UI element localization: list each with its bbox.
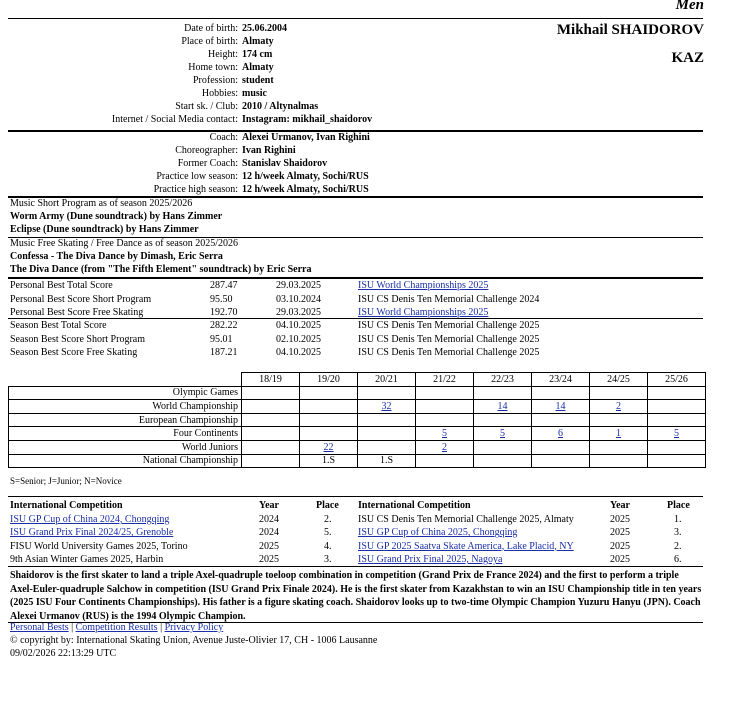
placement-cell bbox=[532, 400, 590, 414]
placement-cell bbox=[358, 413, 416, 427]
info-value: student bbox=[242, 75, 274, 86]
placement-cell bbox=[474, 454, 532, 468]
score-value: 95.50 bbox=[210, 293, 233, 305]
score-date: 29.03.2025 bbox=[276, 280, 321, 291]
competition-place: 2. bbox=[674, 540, 682, 552]
music-free-item: The Diva Dance (from "The Fifth Element" soundtrack) by Eric Serra bbox=[10, 264, 312, 275]
competition-year: 2025 bbox=[259, 540, 279, 552]
year-header: Year bbox=[259, 500, 279, 511]
top-rule bbox=[8, 18, 703, 19]
championship-row bbox=[9, 427, 706, 441]
category-label: Men bbox=[675, 0, 704, 13]
championship-row bbox=[9, 454, 706, 468]
season-header: 19/20 bbox=[300, 373, 358, 387]
competition-header: International Competition bbox=[10, 500, 123, 511]
championship-row bbox=[9, 413, 706, 427]
section-rule bbox=[8, 496, 703, 497]
music-short-item: Worm Army (Dune soundtrack) by Hans Zimmer bbox=[10, 211, 223, 222]
competition-name: 9th Asian Winter Games 2025, Harbin bbox=[10, 553, 164, 565]
music-short-item: Eclipse (Dune soundtrack) by Hans Zimmer bbox=[10, 224, 199, 235]
placement-cell bbox=[242, 400, 300, 414]
placement-cell bbox=[474, 400, 532, 414]
placement-value[interactable]: 2 bbox=[616, 400, 621, 412]
placement-value[interactable]: 14 bbox=[497, 400, 508, 412]
placement-value[interactable]: 32 bbox=[381, 400, 392, 412]
info-value: 25.06.2004 bbox=[242, 23, 287, 34]
competition-year: 2025 bbox=[610, 514, 630, 525]
info-row bbox=[0, 88, 267, 100]
info-label: Coach: bbox=[209, 132, 238, 143]
competition-place: 5. bbox=[324, 527, 332, 539]
info-label: Hobbies: bbox=[201, 88, 238, 99]
score-date: 03.10.2024 bbox=[276, 293, 321, 305]
info-label: Practice low season: bbox=[156, 171, 238, 182]
footer-links bbox=[10, 622, 223, 633]
placement-value[interactable]: 6 bbox=[558, 428, 563, 440]
info-value: Almaty bbox=[242, 36, 274, 47]
info-label: Height: bbox=[208, 49, 238, 60]
placement-value[interactable]: 5 bbox=[442, 428, 447, 440]
score-event: ISU CS Denis Ten Memorial Challenge 2024 bbox=[358, 293, 540, 305]
score-date: 02.10.2025 bbox=[276, 333, 321, 345]
section-rule bbox=[8, 566, 703, 567]
info-row bbox=[0, 171, 369, 183]
placement-cell bbox=[416, 427, 474, 441]
placement-cell bbox=[590, 400, 648, 414]
info-value: 12 h/week Almaty, Sochi/RUS bbox=[242, 171, 369, 182]
placement-value: 1.S bbox=[321, 455, 336, 467]
competition-place: 6. bbox=[674, 553, 682, 565]
season-header: 25/26 bbox=[648, 373, 706, 387]
copyright: © copyright by: International Skating Union, Avenue Juste-Olivier 17, CH - 1006 Lausanne bbox=[10, 635, 378, 646]
personal-bests-link[interactable]: Personal Bests bbox=[10, 622, 69, 633]
competition-place: 3. bbox=[324, 553, 332, 565]
info-label: Place of birth: bbox=[181, 36, 238, 47]
info-row bbox=[0, 49, 273, 61]
placement-value[interactable]: 22 bbox=[323, 441, 334, 453]
info-value: Instagram: mikhail_shaidorov bbox=[242, 114, 373, 125]
championship-label: Olympic Games bbox=[9, 386, 242, 400]
competition-year: 2025 bbox=[610, 553, 630, 565]
music-free-heading: Music Free Skating / Free Dance as of season 2025/2026 bbox=[10, 238, 239, 249]
placement-cell bbox=[590, 454, 648, 468]
info-row bbox=[0, 158, 328, 170]
music-short-heading: Music Short Program as of season 2025/2026 bbox=[10, 198, 193, 209]
info-row bbox=[0, 114, 373, 126]
championship-label: Four Continents bbox=[9, 427, 242, 441]
competition-year: 2024 bbox=[259, 527, 279, 539]
score-date: 04.10.2025 bbox=[276, 320, 321, 331]
placement-cell bbox=[474, 413, 532, 427]
info-row bbox=[0, 184, 369, 196]
placement-cell bbox=[648, 400, 706, 414]
info-value: Alexei Urmanov, Ivan Righini bbox=[242, 132, 370, 143]
score-event: ISU CS Denis Ten Memorial Challenge 2025 bbox=[358, 333, 540, 345]
placement-cell bbox=[242, 413, 300, 427]
placement-cell bbox=[416, 413, 474, 427]
info-label: Home town: bbox=[188, 62, 238, 73]
score-label: Personal Best Score Short Program bbox=[10, 293, 152, 305]
competition-name[interactable]: ISU Grand Prix Final 2024/25, Grenoble bbox=[10, 527, 174, 539]
placement-cell bbox=[474, 386, 532, 400]
season-header: 24/25 bbox=[590, 373, 648, 387]
placement-cell bbox=[358, 400, 416, 414]
score-value: 282.22 bbox=[210, 320, 238, 331]
placement-cell bbox=[416, 454, 474, 468]
score-label: Season Best Score Short Program bbox=[10, 333, 145, 345]
info-row bbox=[0, 101, 319, 113]
competition-place: 1. bbox=[674, 514, 682, 525]
season-header: 23/24 bbox=[532, 373, 590, 387]
link-separator: | bbox=[160, 622, 163, 633]
info-value: Almaty bbox=[242, 62, 274, 73]
competition-year: 2025 bbox=[610, 540, 630, 552]
placement-cell bbox=[300, 400, 358, 414]
season-header-row bbox=[9, 373, 706, 387]
placement-cell bbox=[300, 386, 358, 400]
competition-year: 2025 bbox=[259, 553, 279, 565]
placement-value[interactable]: 14 bbox=[555, 400, 566, 412]
year-header: Year bbox=[610, 500, 630, 511]
placement-cell bbox=[300, 454, 358, 468]
championship-label: National Championship bbox=[9, 454, 242, 468]
placement-cell bbox=[242, 386, 300, 400]
score-label: Season Best Total Score bbox=[10, 320, 107, 331]
competition-name[interactable]: ISU GP Cup of China 2025, Chongqing bbox=[358, 527, 518, 539]
placement-cell bbox=[300, 413, 358, 427]
table-corner bbox=[9, 373, 242, 387]
placement-value[interactable]: 1 bbox=[616, 428, 621, 440]
competition-header: International Competition bbox=[358, 500, 471, 511]
info-value: music bbox=[242, 88, 267, 99]
placement-cell bbox=[648, 440, 706, 454]
info-row bbox=[0, 62, 274, 74]
placement-cell bbox=[358, 386, 416, 400]
placement-cell bbox=[416, 440, 474, 454]
placement-cell bbox=[648, 427, 706, 441]
competition-place: 4. bbox=[324, 540, 332, 552]
placement-cell bbox=[590, 427, 648, 441]
info-value: Ivan Righini bbox=[242, 145, 296, 156]
skater-country: KAZ bbox=[671, 50, 704, 66]
score-label: Personal Best Total Score bbox=[10, 280, 113, 291]
place-header: Place bbox=[667, 500, 690, 511]
placement-cell bbox=[648, 413, 706, 427]
championship-history-table bbox=[8, 372, 706, 468]
championship-row bbox=[9, 440, 706, 454]
info-row bbox=[0, 75, 274, 87]
competition-results-link[interactable]: Competition Results bbox=[75, 622, 158, 633]
placement-cell bbox=[358, 427, 416, 441]
placement-cell bbox=[532, 413, 590, 427]
placement-cell bbox=[532, 386, 590, 400]
score-date: 04.10.2025 bbox=[276, 347, 321, 358]
bio-text: Shaidorov is the first skater to land a triple Axel-quadruple toeloop combination in competition (Grand Prix de France 2024) and the first to perform a triple Axel-Euler-quadruple Salchow in competition (ISU Grand Prix Finale 2024). He is the first skater from Kazakhstan to win an ISU Championship title in ten years (2025 ISU Four Continents Championships). His father is a figure skating coach. Shaidorov looks up to two-time Olympic Champion Yuzuru Hanyu (JPN). Coach Alexei Urmanov (RUS) is the 1994 Olympic Champion. bbox=[10, 570, 702, 622]
score-value: 192.70 bbox=[210, 307, 238, 318]
score-event: ISU CS Denis Ten Memorial Challenge 2025 bbox=[358, 320, 540, 331]
competition-year: 2025 bbox=[610, 527, 630, 539]
competition-place: 3. bbox=[674, 527, 682, 539]
championship-row bbox=[9, 400, 706, 414]
info-row bbox=[0, 132, 370, 144]
competition-name[interactable]: ISU Grand Prix Final 2025, Nagoya bbox=[358, 553, 503, 565]
placement-value[interactable]: 5 bbox=[674, 428, 679, 440]
score-label: Personal Best Score Free Skating bbox=[10, 307, 144, 318]
placement-cell bbox=[242, 440, 300, 454]
championship-label: World Championship bbox=[9, 400, 242, 414]
music-free-item: Confessa - The Diva Dance by Dimash, Eric Serra bbox=[10, 251, 223, 262]
score-event[interactable]: ISU World Championships 2025 bbox=[358, 280, 489, 291]
championship-label: European Championship bbox=[9, 413, 242, 427]
placement-cell bbox=[532, 440, 590, 454]
season-header: 18/19 bbox=[242, 373, 300, 387]
info-row bbox=[0, 23, 287, 35]
skater-name: Mikhail SHAIDOROV bbox=[556, 22, 704, 38]
competition-name[interactable]: ISU GP 2025 Saatva Skate America, Lake Placid, NY bbox=[358, 540, 574, 552]
competition-name[interactable]: ISU GP Cup of China 2024, Chongqing bbox=[10, 514, 170, 525]
info-value: 12 h/week Almaty, Sochi/RUS bbox=[242, 184, 369, 195]
info-label: Date of birth: bbox=[184, 23, 238, 34]
info-label: Former Coach: bbox=[177, 158, 238, 169]
info-row bbox=[0, 145, 296, 157]
placement-cell bbox=[300, 427, 358, 441]
level-legend: S=Senior; J=Junior; N=Novice bbox=[10, 476, 122, 486]
season-header: 22/23 bbox=[474, 373, 532, 387]
score-value: 95.01 bbox=[210, 333, 233, 345]
placement-cell bbox=[648, 386, 706, 400]
timestamp: 09/02/2026 22:13:29 UTC bbox=[10, 648, 117, 659]
section-rule bbox=[8, 318, 703, 319]
placement-cell bbox=[416, 386, 474, 400]
placement-value[interactable]: 5 bbox=[500, 428, 505, 440]
competition-name: ISU CS Denis Ten Memorial Challenge 2025, Almaty bbox=[358, 514, 574, 525]
placement-value: 1.S bbox=[379, 455, 394, 467]
placement-cell bbox=[300, 440, 358, 454]
score-label: Season Best Score Free Skating bbox=[10, 347, 138, 358]
championship-row bbox=[9, 386, 706, 400]
info-value: Stanislav Shaidorov bbox=[242, 158, 328, 169]
placement-cell bbox=[532, 454, 590, 468]
info-value: 174 cm bbox=[242, 49, 273, 60]
placement-cell bbox=[590, 386, 648, 400]
info-value: 2010 / Altynalmas bbox=[242, 101, 319, 112]
place-header: Place bbox=[316, 500, 339, 511]
placement-cell bbox=[590, 413, 648, 427]
info-label: Practice high season: bbox=[153, 184, 238, 195]
placement-cell bbox=[590, 440, 648, 454]
placement-cell bbox=[532, 427, 590, 441]
competition-place: 2. bbox=[324, 514, 332, 525]
privacy-policy-link[interactable]: Privacy Policy bbox=[164, 622, 224, 633]
placement-cell bbox=[242, 454, 300, 468]
score-event: ISU CS Denis Ten Memorial Challenge 2025 bbox=[358, 347, 540, 358]
competition-year: 2024 bbox=[259, 514, 279, 525]
info-row bbox=[0, 36, 274, 48]
placement-cell bbox=[474, 427, 532, 441]
score-date: 29.03.2025 bbox=[276, 307, 321, 318]
placement-cell bbox=[416, 400, 474, 414]
placement-cell bbox=[242, 427, 300, 441]
info-label: Choreographer: bbox=[175, 145, 238, 156]
info-label: Internet / Social Media contact: bbox=[111, 114, 238, 125]
competition-name: FISU World University Games 2025, Torino bbox=[10, 540, 188, 552]
placement-cell bbox=[358, 454, 416, 468]
score-event[interactable]: ISU World Championships 2025 bbox=[358, 307, 489, 318]
placement-cell bbox=[358, 440, 416, 454]
score-value: 287.47 bbox=[210, 280, 238, 291]
info-label: Profession: bbox=[193, 75, 238, 86]
placement-value[interactable]: 2 bbox=[442, 441, 447, 453]
score-value: 187.21 bbox=[210, 347, 238, 358]
championship-label: World Juniors bbox=[9, 440, 242, 454]
season-header: 21/22 bbox=[416, 373, 474, 387]
placement-cell bbox=[648, 454, 706, 468]
info-label: Start sk. / Club: bbox=[175, 101, 238, 112]
placement-cell bbox=[474, 440, 532, 454]
link-separator: | bbox=[71, 622, 74, 633]
season-header: 20/21 bbox=[358, 373, 416, 387]
